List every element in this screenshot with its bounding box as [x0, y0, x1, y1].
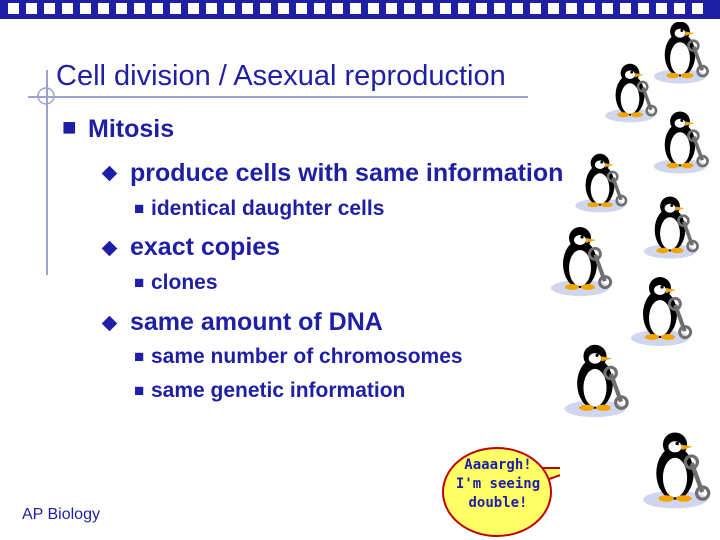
callout-line: Aaaargh!	[464, 457, 532, 473]
top-bar-square	[620, 3, 631, 14]
top-bar-square	[26, 3, 37, 14]
top-bar-square	[674, 3, 685, 14]
top-bar-square	[296, 3, 307, 14]
top-bar-square	[530, 3, 541, 14]
bullet-exact-copies: exact copies	[130, 233, 281, 261]
callout-line: double!	[468, 495, 528, 511]
top-bar-square	[98, 3, 109, 14]
top-bar-square	[152, 3, 163, 14]
top-bar-square	[314, 3, 325, 14]
top-bar-square	[440, 3, 451, 14]
bullet-diamond-marker	[102, 241, 118, 257]
top-bar-square	[332, 3, 343, 14]
top-bar-square	[242, 3, 253, 14]
penguin-with-wrench-icon	[575, 154, 627, 213]
bullet-produce-cells: produce cells with same information	[130, 159, 564, 187]
top-bar-square	[692, 3, 703, 14]
top-bar-square	[188, 3, 199, 14]
penguin-with-wrench-icon	[631, 277, 692, 346]
top-bar-square	[80, 3, 91, 14]
top-bar-square	[548, 3, 559, 14]
top-bar-square	[566, 3, 577, 14]
penguin-with-wrench-icon	[605, 64, 657, 123]
top-bar-square	[602, 3, 613, 14]
top-bar-square	[224, 3, 235, 14]
bullet-square-marker: ■	[62, 114, 77, 141]
penguin-with-wrench-icon	[565, 345, 629, 417]
top-bar-square	[494, 3, 505, 14]
top-bar-square	[458, 3, 469, 14]
top-bar-square	[368, 3, 379, 14]
footer-course-label: AP Biology	[22, 506, 100, 523]
bullet-diamond-marker	[102, 316, 118, 332]
top-bar-square	[422, 3, 433, 14]
top-bar-square	[206, 3, 217, 14]
sub-bullet-same-genetic-information: same genetic information	[151, 379, 406, 402]
penguin-with-wrench-icon	[643, 433, 710, 509]
top-bar-square	[512, 3, 523, 14]
bullet-diamond-marker	[102, 166, 118, 182]
top-bar-square	[638, 3, 649, 14]
sub-bullet-clones: clones	[151, 271, 218, 294]
top-bar-square	[44, 3, 55, 14]
top-bar-square	[656, 3, 667, 14]
top-bar-square	[386, 3, 397, 14]
top-bar-square	[278, 3, 289, 14]
top-bar-square	[170, 3, 181, 14]
bullet-small-square-marker: ■	[134, 199, 145, 218]
crosshair-icon	[34, 84, 58, 108]
penguin-with-wrench-icon	[551, 227, 612, 296]
top-bar-square	[584, 3, 595, 14]
top-bar-square	[350, 3, 361, 14]
bullet-small-square-marker: ■	[134, 347, 145, 366]
speech-balloon-text	[452, 456, 544, 513]
top-bar-square	[476, 3, 487, 14]
sub-bullet-same-number-chromosomes: same number of chromosomes	[151, 345, 463, 368]
callout-line: I'm seeing	[455, 476, 541, 492]
bullet-same-amount-dna: same amount of DNA	[130, 308, 383, 336]
penguin-with-wrench-icon	[654, 112, 709, 174]
top-bar-square	[62, 3, 73, 14]
top-bar	[0, 0, 720, 19]
bullet-small-square-marker: ■	[134, 381, 145, 400]
top-bar-square	[134, 3, 145, 14]
bullet-mitosis: Mitosis	[88, 115, 175, 143]
guide-line-horizontal	[28, 96, 528, 98]
top-bar-square	[404, 3, 415, 14]
slide-title: Cell division / Asexual reproduction	[56, 60, 506, 92]
sub-bullet-identical-daughter-cells: identical daughter cells	[151, 197, 385, 220]
top-bar-square	[8, 3, 19, 14]
top-bar-square	[116, 3, 127, 14]
bullet-small-square-marker: ■	[134, 273, 145, 292]
penguin-with-wrench-icon	[644, 197, 699, 259]
top-bar-square	[260, 3, 271, 14]
penguin-with-wrench-icon	[654, 22, 709, 84]
